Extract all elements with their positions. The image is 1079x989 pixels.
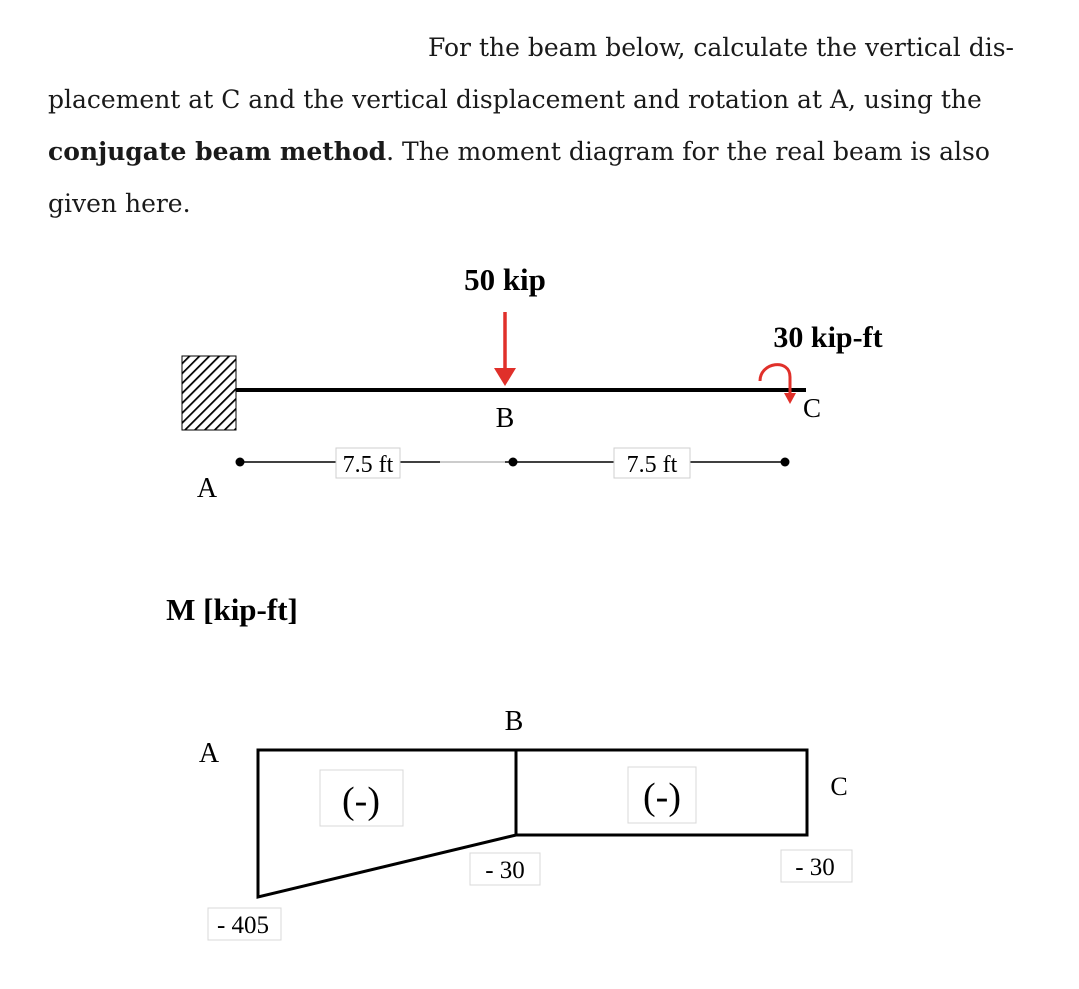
point-c-label: C	[802, 393, 822, 423]
moment-diagram-title: M [kip-ft]	[166, 592, 298, 627]
md-point-a-label: A	[198, 738, 220, 769]
md-value-b: - 30	[485, 857, 525, 884]
md-sign-right: (-)	[643, 776, 681, 818]
md-point-b-label: B	[504, 706, 524, 737]
dim-right-label: 7.5 ft	[626, 452, 678, 478]
load-label: 50 kip	[464, 262, 546, 297]
md-value-c: - 30	[795, 854, 835, 881]
point-load-arrow	[494, 312, 516, 386]
md-point-c-label: C	[830, 772, 848, 801]
md-sign-left: (-)	[342, 780, 380, 822]
problem-line-2: placement at C and the vertical displacement and rotation at A, using the	[48, 85, 982, 114]
dim-left-label: 7.5 ft	[342, 452, 394, 478]
md-value-a: - 405	[216, 912, 270, 939]
dimension-line	[236, 458, 790, 467]
moment-label: 30 kip-ft	[773, 321, 883, 354]
problem-bold-method: conjugate beam method	[48, 137, 387, 166]
problem-line-4: given here.	[48, 189, 191, 218]
problem-line-3: . The moment diagram for the real beam is also	[386, 137, 990, 166]
fixed-support	[182, 356, 236, 430]
applied-moment-icon	[760, 365, 796, 404]
problem-line-1: For the beam below, calculate the vertical dis-	[428, 33, 1014, 62]
point-b-label: B	[495, 403, 515, 434]
point-a-label: A	[196, 473, 218, 504]
